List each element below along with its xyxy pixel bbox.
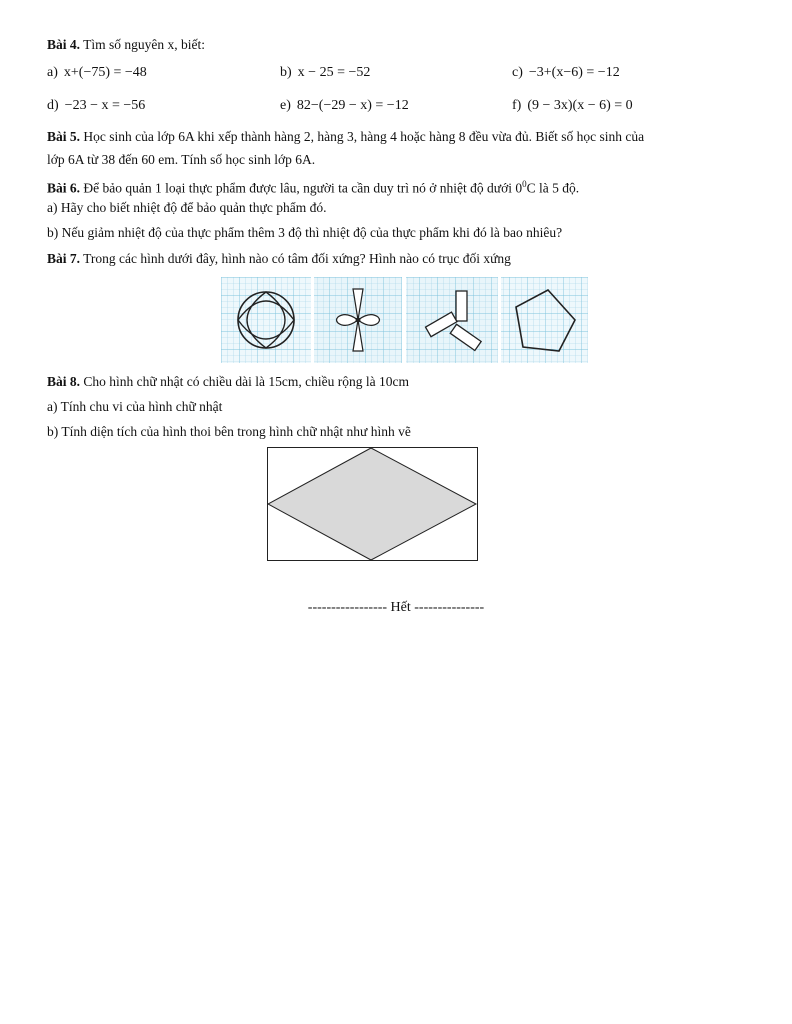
bai5-text1: Học sinh của lớp 6A khi xếp thành hàng 2, hàng 3, hàng 4 hoặc hàng 8 đều vừa đủ. Biết số học sinh của (80, 129, 645, 144)
bai8-heading (47, 373, 409, 391)
bai4-item-d (47, 97, 145, 115)
bai8-question-a: a) Tính chu vi của hình chữ nhật (47, 399, 223, 414)
bai7-figure-row (221, 277, 588, 363)
bai8-title: Bài 8. (47, 374, 81, 389)
item-expr: −3+(x−6) = −12 (528, 65, 620, 80)
item-label: c) (512, 65, 523, 80)
bai6-text-a: Để bảo quản 1 loại thực phẩm được lâu, người ta cần duy trì nó ở nhiệt độ dưới 0 (80, 180, 523, 196)
bai4-item-a (47, 64, 147, 82)
item-label: f) (512, 98, 522, 113)
figure-pentagon (501, 277, 588, 363)
bai6-line1 (47, 175, 579, 198)
bai6-title: Bài 6. (47, 180, 81, 196)
rectangle-rhombus-svg (267, 447, 478, 561)
item-expr: (9 − 3x)(x − 6) = 0 (527, 98, 633, 113)
rectangle-rhombus-figure (267, 447, 478, 561)
bai7-text: Trong các hình dưới đây, hình nào có tâm đối xứng? Hình nào có trục đối xứng (80, 251, 511, 266)
item-expr: x+(−75) = −48 (63, 65, 147, 80)
bai4-item-c (512, 64, 620, 82)
item-label: a) (47, 65, 58, 80)
bai8-question-b: b) Tính diện tích của hình thoi bên trong hình chữ nhật như hình vẽ (47, 424, 411, 439)
bai4-title: Bài 4. (47, 37, 81, 52)
bai4-item-b (280, 64, 370, 82)
bai6-text-b: C là 5 độ. (526, 180, 580, 196)
figure-three-rectangles (406, 277, 498, 363)
bai4-item-f (512, 97, 633, 115)
item-label: e) (280, 98, 291, 113)
item-label: d) (47, 98, 59, 113)
figure-circle-lens (221, 277, 311, 363)
item-expr: −23 − x = −56 (64, 98, 146, 113)
bai7-heading (47, 250, 511, 268)
bai6-question-a: a) Hãy cho biết nhiệt độ để bảo quản thực phẩm đó. (47, 200, 327, 215)
figure-bowtie-cross (314, 277, 402, 363)
bai4-item-e (280, 97, 409, 115)
bai6-question-b: b) Nếu giảm nhiệt độ của thực phẩm thêm 3 độ thì nhiệt độ của thực phẩm khi đó là bao nhiêu? (47, 225, 563, 240)
end-marker: ----------------- Hết --------------- (307, 600, 485, 615)
item-label: b) (280, 65, 292, 80)
bai7-figures-svg (221, 277, 588, 363)
item-expr: x − 25 = −52 (297, 65, 371, 80)
bai6-degree-sup: 0 (522, 179, 527, 189)
bai4-heading (47, 36, 205, 54)
bai7-title: Bài 7. (47, 251, 81, 266)
bai5-title: Bài 5. (47, 129, 81, 144)
bai8-text: Cho hình chữ nhật có chiều dài là 15cm, chiều rộng là 10cm (80, 374, 409, 389)
item-expr: 82−(−29 − x) = −12 (296, 98, 409, 113)
bai4-text: Tìm số nguyên x, biết: (80, 37, 206, 52)
bai5-line2: lớp 6A từ 38 đến 60 em. Tính số học sinh lớp 6A. (47, 152, 316, 167)
bai5-line1 (47, 128, 644, 146)
